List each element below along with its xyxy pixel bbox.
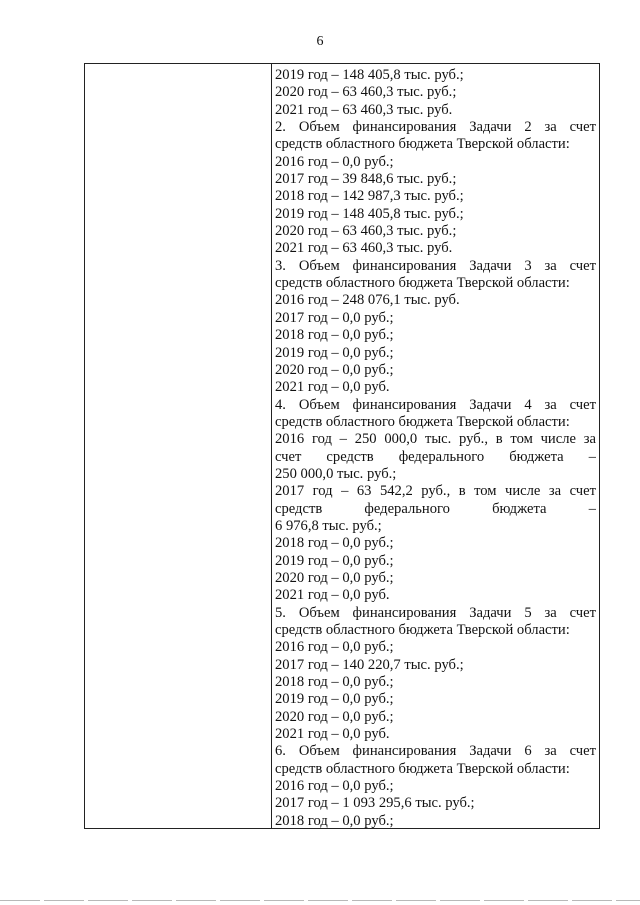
text-line: 6 976,8 тыс. руб.; bbox=[275, 517, 382, 534]
document-table bbox=[84, 63, 600, 829]
text-line: 2019 год – 0,0 руб.; bbox=[275, 552, 394, 569]
text-line: 6. Объем финансирования Задачи 6 за счет bbox=[275, 743, 596, 760]
text-line: 2019 год – 0,0 руб.; bbox=[275, 344, 394, 361]
text-line: 250 000,0 тыс. руб.; bbox=[275, 465, 397, 482]
text-line: 2016 год – 248 076,1 тыс. руб. bbox=[275, 292, 460, 309]
text-line: средств областного бюджета Тверской области: bbox=[275, 760, 570, 777]
text-line: 2021 год – 0,0 руб. bbox=[275, 587, 390, 604]
text-line: 2. Объем финансирования Задачи 2 за счет bbox=[275, 119, 596, 136]
text-line: 2018 год – 142 987,3 тыс. руб.; bbox=[275, 188, 464, 205]
text-line: 2018 год – 0,0 руб.; bbox=[275, 674, 394, 691]
text-line: 2019 год – 0,0 руб.; bbox=[275, 691, 394, 708]
text-line: счет средств федерального бюджета – bbox=[275, 448, 596, 465]
text-line: 2019 год – 148 405,8 тыс. руб.; bbox=[275, 67, 464, 83]
text-line: средств областного бюджета Тверской области: bbox=[275, 136, 570, 153]
scan-bottom-edge bbox=[0, 900, 640, 901]
text-line: 2019 год – 148 405,8 тыс. руб.; bbox=[275, 205, 464, 222]
text-line: 3. Объем финансирования Задачи 3 за счет bbox=[275, 257, 596, 274]
text-line: 2018 год – 0,0 руб.; bbox=[275, 812, 394, 829]
text-line: 2016 год – 0,0 руб.; bbox=[275, 639, 394, 656]
text-line: 2020 год – 63 460,3 тыс. руб.; bbox=[275, 223, 457, 240]
text-line: 2018 год – 0,0 руб.; bbox=[275, 535, 394, 552]
text-line: 2017 год – 0,0 руб.; bbox=[275, 309, 394, 326]
text-line: 2017 год – 39 848,6 тыс. руб.; bbox=[275, 171, 457, 188]
text-line: 2018 год – 0,0 руб.; bbox=[275, 327, 394, 344]
table-right-cell bbox=[271, 64, 599, 828]
text-line: 2021 год – 63 460,3 тыс. руб. bbox=[275, 240, 453, 257]
text-line: средств областного бюджета Тверской области: bbox=[275, 413, 570, 430]
text-line: 4. Объем финансирования Задачи 4 за счет bbox=[275, 396, 596, 413]
text-line: 2020 год – 0,0 руб.; bbox=[275, 361, 394, 378]
text-line: средств областного бюджета Тверской области: bbox=[275, 275, 570, 292]
text-line: 2020 год – 0,0 руб.; bbox=[275, 708, 394, 725]
text-line: 2021 год – 0,0 руб. bbox=[275, 379, 390, 396]
text-line: 5. Объем финансирования Задачи 5 за счет bbox=[275, 604, 596, 621]
text-line: 2016 год – 0,0 руб.; bbox=[275, 153, 394, 170]
text-line: 2017 год – 63 542,2 руб., в том числе за счет bbox=[275, 483, 596, 500]
text-line: 2017 год – 140 220,7 тыс. руб.; bbox=[275, 656, 464, 673]
text-line: 2016 год – 250 000,0 тыс. руб., в том числе за bbox=[275, 431, 596, 448]
text-line: 2020 год – 63 460,3 тыс. руб.; bbox=[275, 84, 457, 101]
text-line: 2020 год – 0,0 руб.; bbox=[275, 569, 394, 586]
text-line: 2016 год – 0,0 руб.; bbox=[275, 778, 394, 795]
text-line: 2021 год – 0,0 руб. bbox=[275, 726, 390, 743]
text-line: 2017 год – 1 093 295,6 тыс. руб.; bbox=[275, 795, 475, 812]
text-line: средств областного бюджета Тверской области: bbox=[275, 622, 570, 638]
page-number: 6 bbox=[316, 34, 324, 49]
text-line: средств федерального бюджета – bbox=[275, 500, 596, 517]
table-left-cell bbox=[85, 64, 272, 828]
text-line: 2021 год – 63 460,3 тыс. руб. bbox=[275, 101, 453, 118]
